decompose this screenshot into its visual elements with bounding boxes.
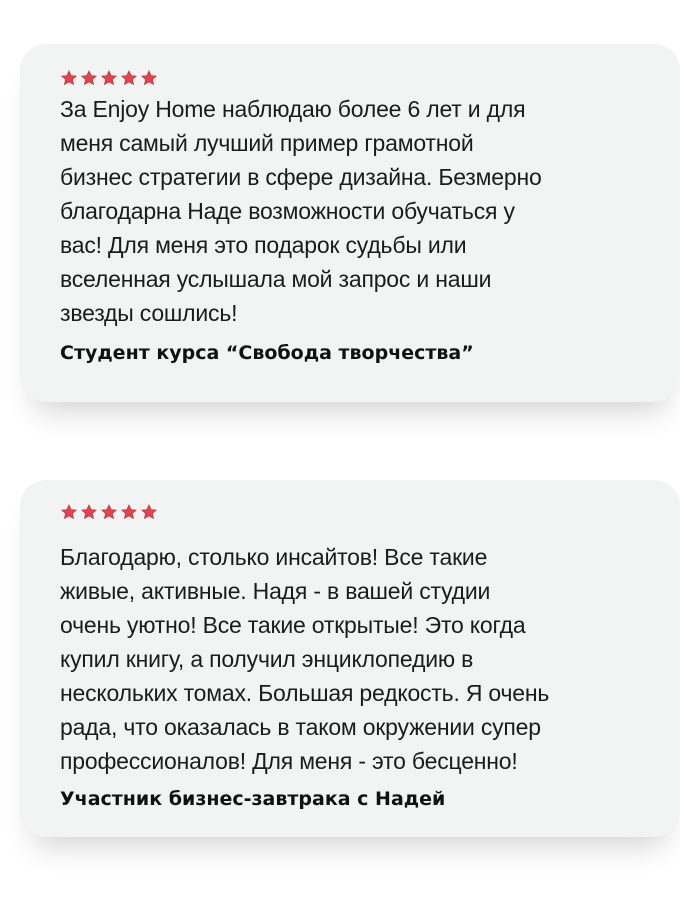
review-author: Участник бизнес-завтрака с Надей: [60, 788, 446, 810]
star-rating: [60, 68, 644, 88]
review-text: Благодарю, столько инсайтов! Все такие живые, активные. Надя - в вашей студии очень уютно! Все такие открытые! Это когда купил книгу, а получил энциклопедию в нескольких томах. Большая редкость. Я очень рада, что оказалась в таком окружении супер профессионалов! Для меня - это бесценно!: [60, 544, 550, 774]
star-icon: [100, 69, 118, 87]
review-card: [20, 44, 680, 402]
review-card: [20, 480, 680, 837]
star-icon: [60, 503, 78, 521]
star-rating: [60, 502, 644, 522]
star-icon: [120, 69, 138, 87]
star-icon: [80, 503, 98, 521]
star-icon: [120, 503, 138, 521]
star-icon: [140, 503, 158, 521]
review-author: Студент курса “Свобода творчества”: [60, 342, 474, 364]
star-icon: [140, 69, 158, 87]
star-icon: [100, 503, 118, 521]
star-icon: [60, 69, 78, 87]
review-text: За Enjoy Home наблюдаю более 6 лет и для меня самый лучший пример грамотной бизнес стратегии в сфере дизайна. Безмерно благодарна Наде возможности обучаться у вас! Для меня это подарок судьбы или вселенная услышала мой запрос и наши звезды сошлись!: [60, 96, 542, 326]
star-icon: [80, 69, 98, 87]
